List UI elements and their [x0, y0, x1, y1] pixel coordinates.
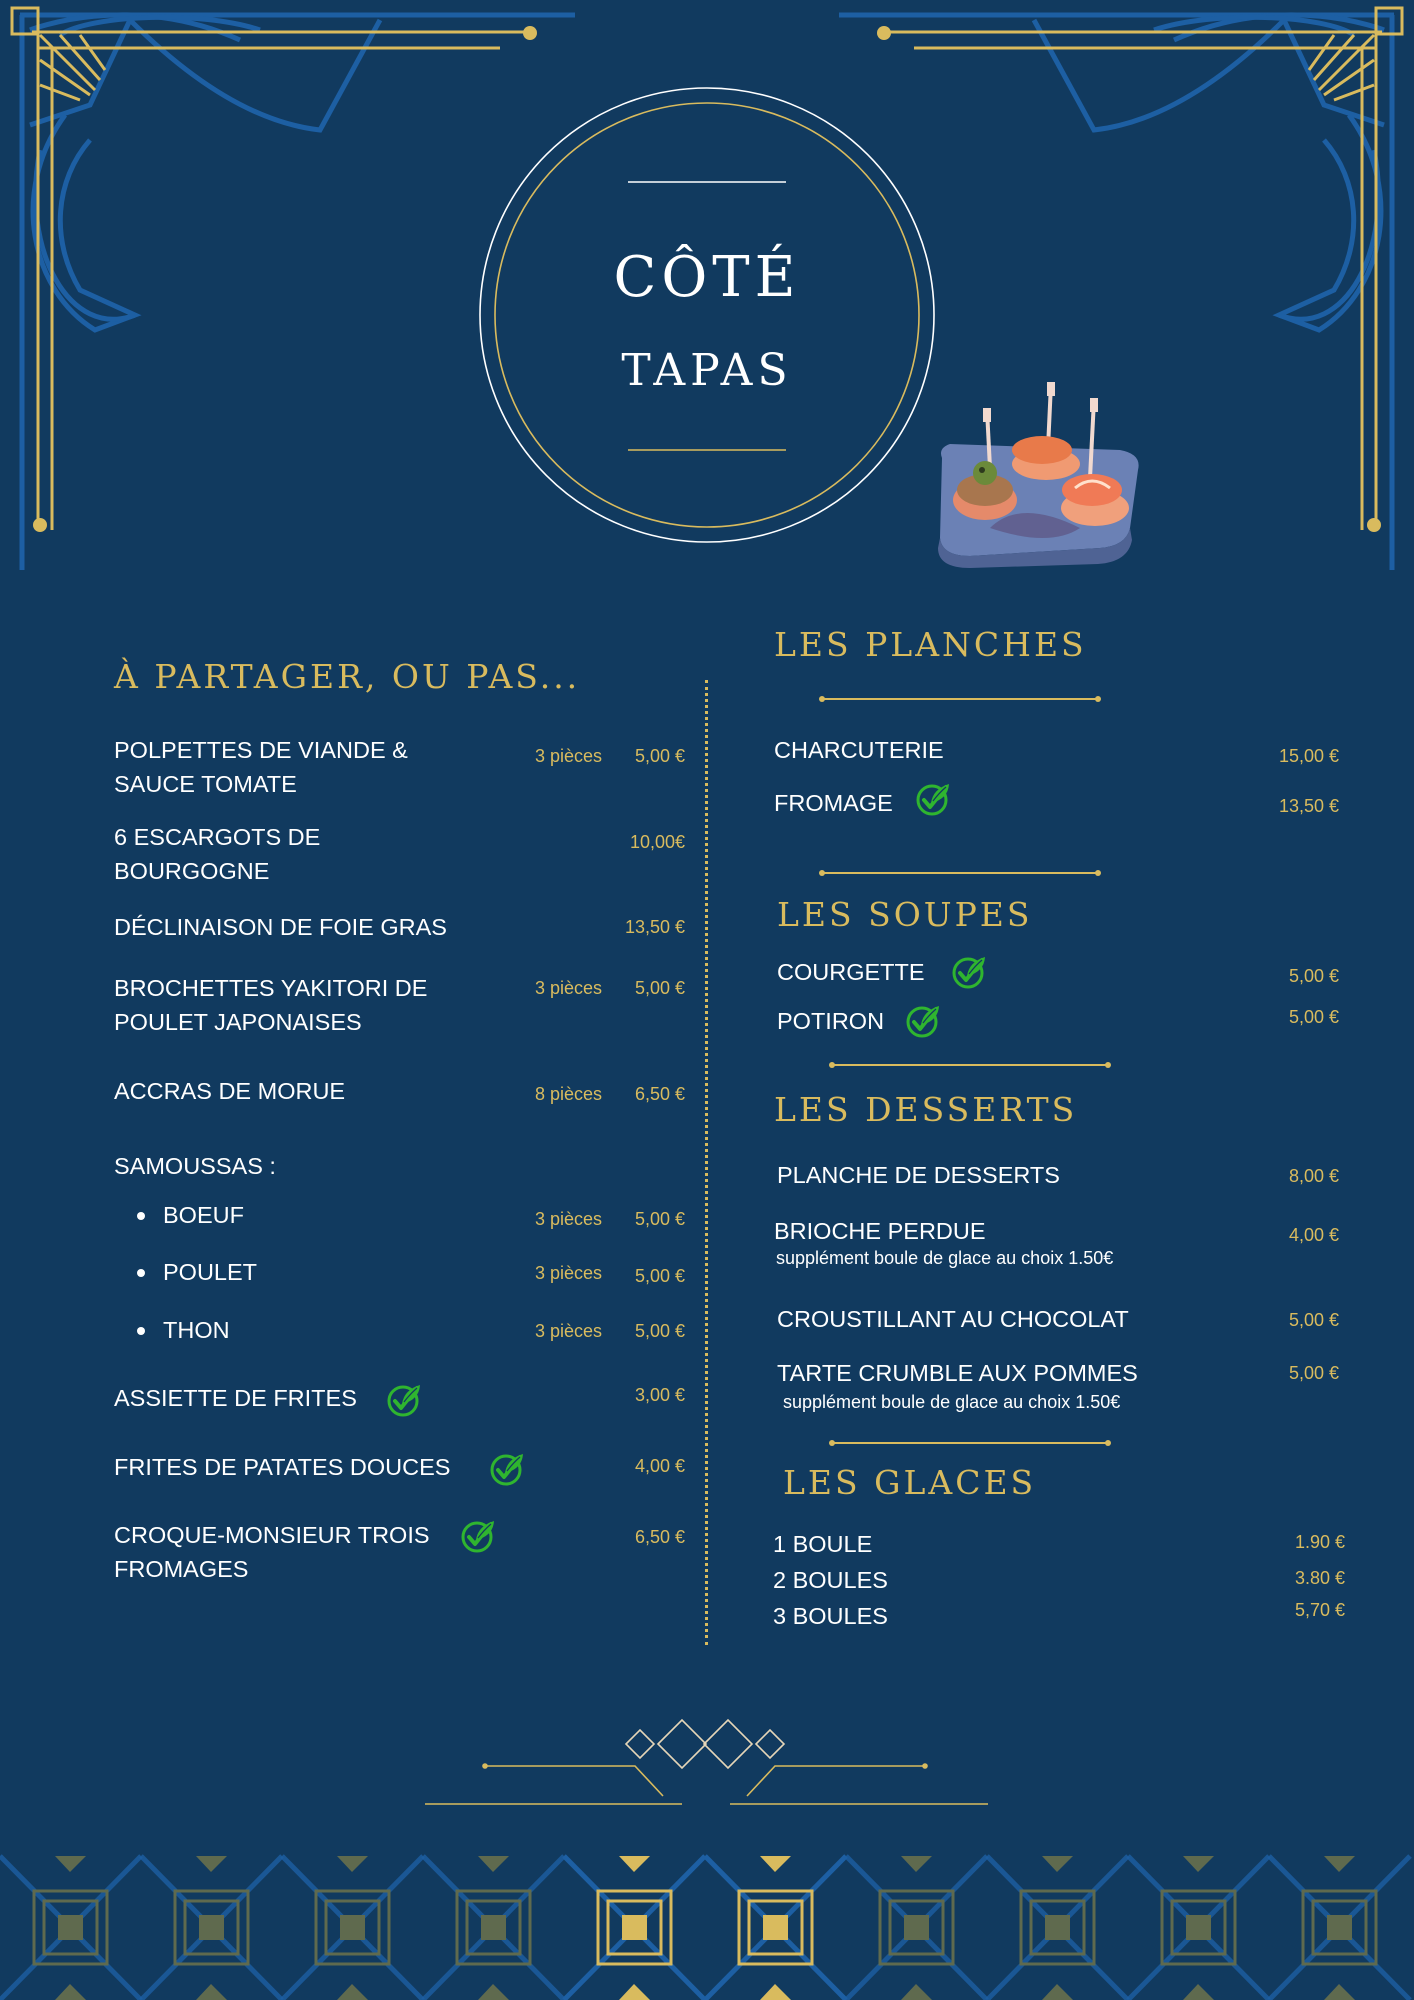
- bottom-center-ornament: [420, 1710, 1000, 1810]
- menu-item-name-line2: FROMAGES: [114, 1556, 249, 1582]
- menu-item-price: 5,00 €: [1288, 1310, 1339, 1330]
- menu-item-quantity: 3 pièces: [535, 1209, 603, 1229]
- menu-item-planche-desserts: PLANCHE DE DESSERTS: [777, 1162, 1060, 1188]
- menu-item-name-line1: POLPETTES DE VIANDE &: [114, 737, 408, 763]
- section-heading-desserts: LES DESSERTS: [774, 1090, 1078, 1129]
- samoussa-thon: THON: [163, 1317, 230, 1343]
- menu-item-tarte-crumble: TARTE CRUMBLE AUX POMMES: [777, 1360, 1138, 1386]
- column-divider: [705, 680, 708, 1645]
- leaf-check-icon: [915, 781, 951, 817]
- divider-line: [818, 694, 1102, 704]
- menu-item-price: 4,00 €: [1288, 1225, 1339, 1245]
- menu-item-croque: [114, 1518, 430, 1586]
- menu-item-price: 4,00 €: [634, 1456, 685, 1476]
- divider-line: [828, 1060, 1112, 1070]
- menu-item-note: supplément boule de glace au choix 1.50€: [776, 1248, 1114, 1268]
- samoussa-poulet: POULET: [163, 1259, 258, 1285]
- menu-item-price: 6,50 €: [634, 1084, 685, 1104]
- menu-item-price: 8,00 €: [1288, 1166, 1339, 1186]
- samoussa-boeuf: BOEUF: [163, 1202, 244, 1228]
- samoussas-heading: SAMOUSSAS :: [114, 1153, 276, 1179]
- menu-item-polpettes: [114, 733, 408, 801]
- menu-item-assiette-frites: ASSIETTE DE FRITES: [114, 1385, 357, 1411]
- tapas-plate-illustration: [930, 378, 1150, 570]
- menu-item-price: 6,50 €: [634, 1527, 685, 1547]
- menu-item-accras: ACCRAS DE MORUE: [114, 1078, 346, 1104]
- section-heading-soupes: LES SOUPES: [777, 895, 1033, 934]
- menu-item-quantity: 3 pièces: [535, 746, 603, 766]
- menu-item-quantity: 3 pièces: [535, 1321, 603, 1341]
- menu-item-croustillant: CROUSTILLANT AU CHOCOLAT: [777, 1306, 1129, 1332]
- menu-item-price: 3.80 €: [1294, 1568, 1345, 1588]
- menu-item-price: 5,00 €: [634, 1209, 685, 1229]
- menu-item-price: 10,00€: [629, 832, 685, 852]
- title-line-1: CÔTÉ: [613, 245, 801, 310]
- menu-item-price: 5,00 €: [1288, 966, 1339, 986]
- menu-item-foie-gras: DÉCLINAISON DE FOIE GRAS: [114, 914, 447, 940]
- menu-item-price: 5,00 €: [1288, 1363, 1339, 1383]
- menu-item-price: 15,00 €: [1278, 746, 1339, 766]
- menu-item-fromage: FROMAGE: [774, 790, 893, 816]
- menu-item-charcuterie: CHARCUTERIE: [774, 737, 944, 763]
- leaf-check-icon: [951, 954, 987, 990]
- menu-item-name-line2: SAUCE TOMATE: [114, 771, 297, 797]
- section-heading-glaces: LES GLACES: [783, 1463, 1037, 1502]
- menu-item-yakitori: [114, 971, 427, 1039]
- menu-item-courgette: COURGETTE: [777, 959, 925, 985]
- menu-item-brioche: BRIOCHE PERDUE: [774, 1218, 986, 1244]
- menu-item-1-boule: 1 BOULE: [773, 1531, 873, 1557]
- menu-item-price: 3,00 €: [634, 1385, 685, 1405]
- divider-line: [828, 1438, 1112, 1448]
- menu-item-quantity: 3 pièces: [535, 978, 603, 998]
- list-bullet: [137, 1327, 145, 1335]
- leaf-check-icon: [386, 1382, 422, 1418]
- menu-item-price: 5,00 €: [1288, 1007, 1339, 1027]
- menu-item-frites-patates: FRITES DE PATATES DOUCES: [114, 1454, 451, 1480]
- menu-item-quantity: 3 pièces: [535, 1263, 603, 1283]
- leaf-check-icon: [905, 1003, 941, 1039]
- list-bullet: [137, 1269, 145, 1277]
- menu-item-price: 5,00 €: [634, 1266, 685, 1286]
- list-bullet: [137, 1212, 145, 1220]
- menu-item-price: 1.90 €: [1294, 1532, 1345, 1552]
- divider-line: [818, 868, 1102, 878]
- menu-item-quantity: 8 pièces: [535, 1084, 603, 1104]
- menu-item-price: 5,00 €: [634, 1321, 685, 1341]
- menu-item-potiron: POTIRON: [777, 1008, 885, 1034]
- menu-item-price: 5,00 €: [634, 746, 685, 766]
- menu-item-name-line1: CROQUE-MONSIEUR TROIS: [114, 1522, 430, 1548]
- section-heading-a-partager: À PARTAGER, OU PAS...: [114, 657, 581, 696]
- menu-item-name-line2: POULET JAPONAISES: [114, 1009, 362, 1035]
- menu-item-price: 13,50 €: [1278, 796, 1339, 816]
- title-line-2: TAPAS: [621, 345, 793, 396]
- menu-item-price: 5,70 €: [1294, 1600, 1345, 1620]
- menu-item-2-boules: 2 BOULES: [773, 1567, 888, 1593]
- menu-item-name-line2: BOURGOGNE: [114, 858, 270, 884]
- bottom-geometric-pattern: [0, 1856, 1414, 2000]
- menu-item-price: 13,50 €: [624, 917, 685, 937]
- menu-item-escargots: [114, 820, 320, 888]
- title-emblem-circles: [478, 86, 936, 544]
- menu-item-name-line1: 6 ESCARGOTS DE: [114, 824, 321, 850]
- leaf-check-icon: [489, 1451, 525, 1487]
- menu-item-name-line1: BROCHETTES YAKITORI DE: [114, 975, 428, 1001]
- section-heading-planches: LES PLANCHES: [774, 625, 1087, 664]
- leaf-check-icon: [460, 1518, 496, 1554]
- menu-item-3-boules: 3 BOULES: [773, 1603, 888, 1629]
- menu-item-note: supplément boule de glace au choix 1.50€: [783, 1392, 1121, 1412]
- menu-item-price: 5,00 €: [634, 978, 685, 998]
